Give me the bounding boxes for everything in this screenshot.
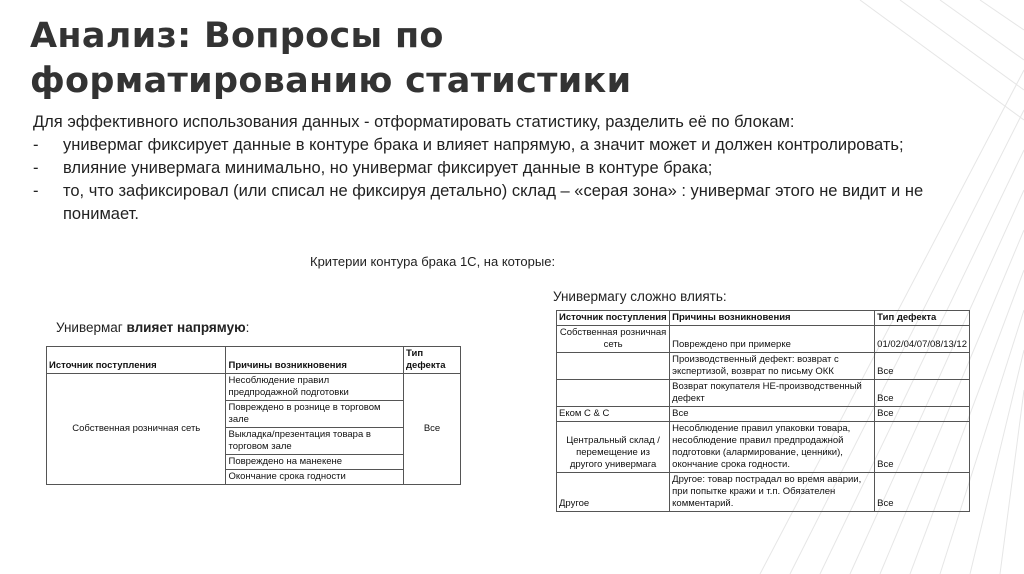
reason-cell: Повреждено в рознице в торговом зале bbox=[226, 401, 404, 428]
table-header-row bbox=[47, 347, 461, 374]
reason-cell: Выкладка/презентация товара в торговом зале bbox=[226, 428, 404, 455]
table-row bbox=[557, 473, 970, 512]
defect-cell: Все bbox=[875, 407, 970, 422]
reason-cell: Производственный дефект: возврат с экспертизой, возврат по письму ОКК bbox=[670, 353, 875, 380]
reason-cell: Повреждено при примерке bbox=[670, 326, 875, 353]
defect-cell: 01/02/04/07/08/13/12 bbox=[875, 326, 970, 353]
reason-cell: Повреждено на манекене bbox=[226, 455, 404, 470]
table-header-row bbox=[557, 311, 970, 326]
table-row bbox=[557, 353, 970, 380]
left-caption-suffix: : bbox=[245, 320, 250, 335]
bullet-text: то, что зафиксировал (или списал не фиксируя детально) склад – «серая зона» : универмаг этого не видит и не понимает. bbox=[63, 182, 924, 223]
bullet-text: влияние универмага минимально, но универмаг фиксирует данные в контуре брака; bbox=[63, 159, 713, 177]
reason-cell: Все bbox=[670, 407, 875, 422]
hard-to-influence-table bbox=[556, 310, 970, 512]
bullet-item bbox=[33, 134, 993, 157]
left-caption-prefix: Универмаг bbox=[56, 320, 127, 335]
bullet-item bbox=[33, 157, 993, 180]
header-defect: Тип дефекта bbox=[404, 347, 461, 374]
source-cell bbox=[557, 380, 670, 407]
left-table-caption bbox=[56, 320, 249, 335]
source-cell: Собственная розничная сеть bbox=[557, 326, 670, 353]
table-row bbox=[557, 380, 970, 407]
left-caption-bold: влияет напрямую bbox=[126, 320, 246, 335]
table-row bbox=[557, 407, 970, 422]
defect-cell: Все bbox=[875, 422, 970, 473]
reason-cell: Другое: товар пострадал во время аварии, при попытке кражи и т.п. Обязателен комментарий. bbox=[670, 473, 875, 512]
source-cell: Собственная розничная сеть bbox=[47, 374, 226, 485]
bullet-marker: - bbox=[33, 136, 39, 154]
header-source: Источник поступления bbox=[557, 311, 670, 326]
source-cell: Центральный склад / перемещение из другого универмага bbox=[557, 422, 670, 473]
defect-cell: Все bbox=[404, 374, 461, 485]
header-reason: Причины возникновения bbox=[226, 347, 404, 374]
defect-cell: Все bbox=[875, 353, 970, 380]
intro-text: Для эффективного использования данных - отформатировать статистику, разделить её по блокам: bbox=[33, 113, 795, 131]
bullet-marker: - bbox=[33, 159, 39, 177]
reason-cell: Окончание срока годности bbox=[226, 470, 404, 485]
table-row bbox=[557, 326, 970, 353]
header-reason: Причины возникновения bbox=[670, 311, 875, 326]
reason-cell: Возврат покупателя НЕ-производственный дефект bbox=[670, 380, 875, 407]
table-row bbox=[47, 374, 461, 401]
reason-cell: Несоблюдение правил предпродажной подготовки bbox=[226, 374, 404, 401]
defect-cell: Все bbox=[875, 380, 970, 407]
header-defect: Тип дефекта bbox=[875, 311, 970, 326]
bullet-marker: - bbox=[33, 182, 39, 200]
source-cell: Другое bbox=[557, 473, 670, 512]
bullet-item bbox=[33, 180, 993, 226]
bullet-text: универмаг фиксирует данные в контуре брака и влияет напрямую, а значит может и должен контролировать; bbox=[63, 136, 904, 154]
defect-cell: Все bbox=[875, 473, 970, 512]
right-table-caption: Универмагу сложно влиять: bbox=[553, 289, 727, 304]
page-title: Анализ: Вопросы по форматированию статистики bbox=[30, 16, 632, 101]
header-source: Источник поступления bbox=[47, 347, 226, 374]
source-cell: Еком С & С bbox=[557, 407, 670, 422]
criteria-caption: Критерии контура брака 1С, на которые: bbox=[310, 254, 556, 269]
table-row bbox=[557, 422, 970, 473]
body-text bbox=[33, 111, 993, 226]
reason-cell: Несоблюдение правил упаковки товара, несоблюдение правил предпродажной подготовки (алармирование, ценники), окончание срока годности. bbox=[670, 422, 875, 473]
direct-influence-table bbox=[46, 346, 461, 485]
source-cell bbox=[557, 353, 670, 380]
